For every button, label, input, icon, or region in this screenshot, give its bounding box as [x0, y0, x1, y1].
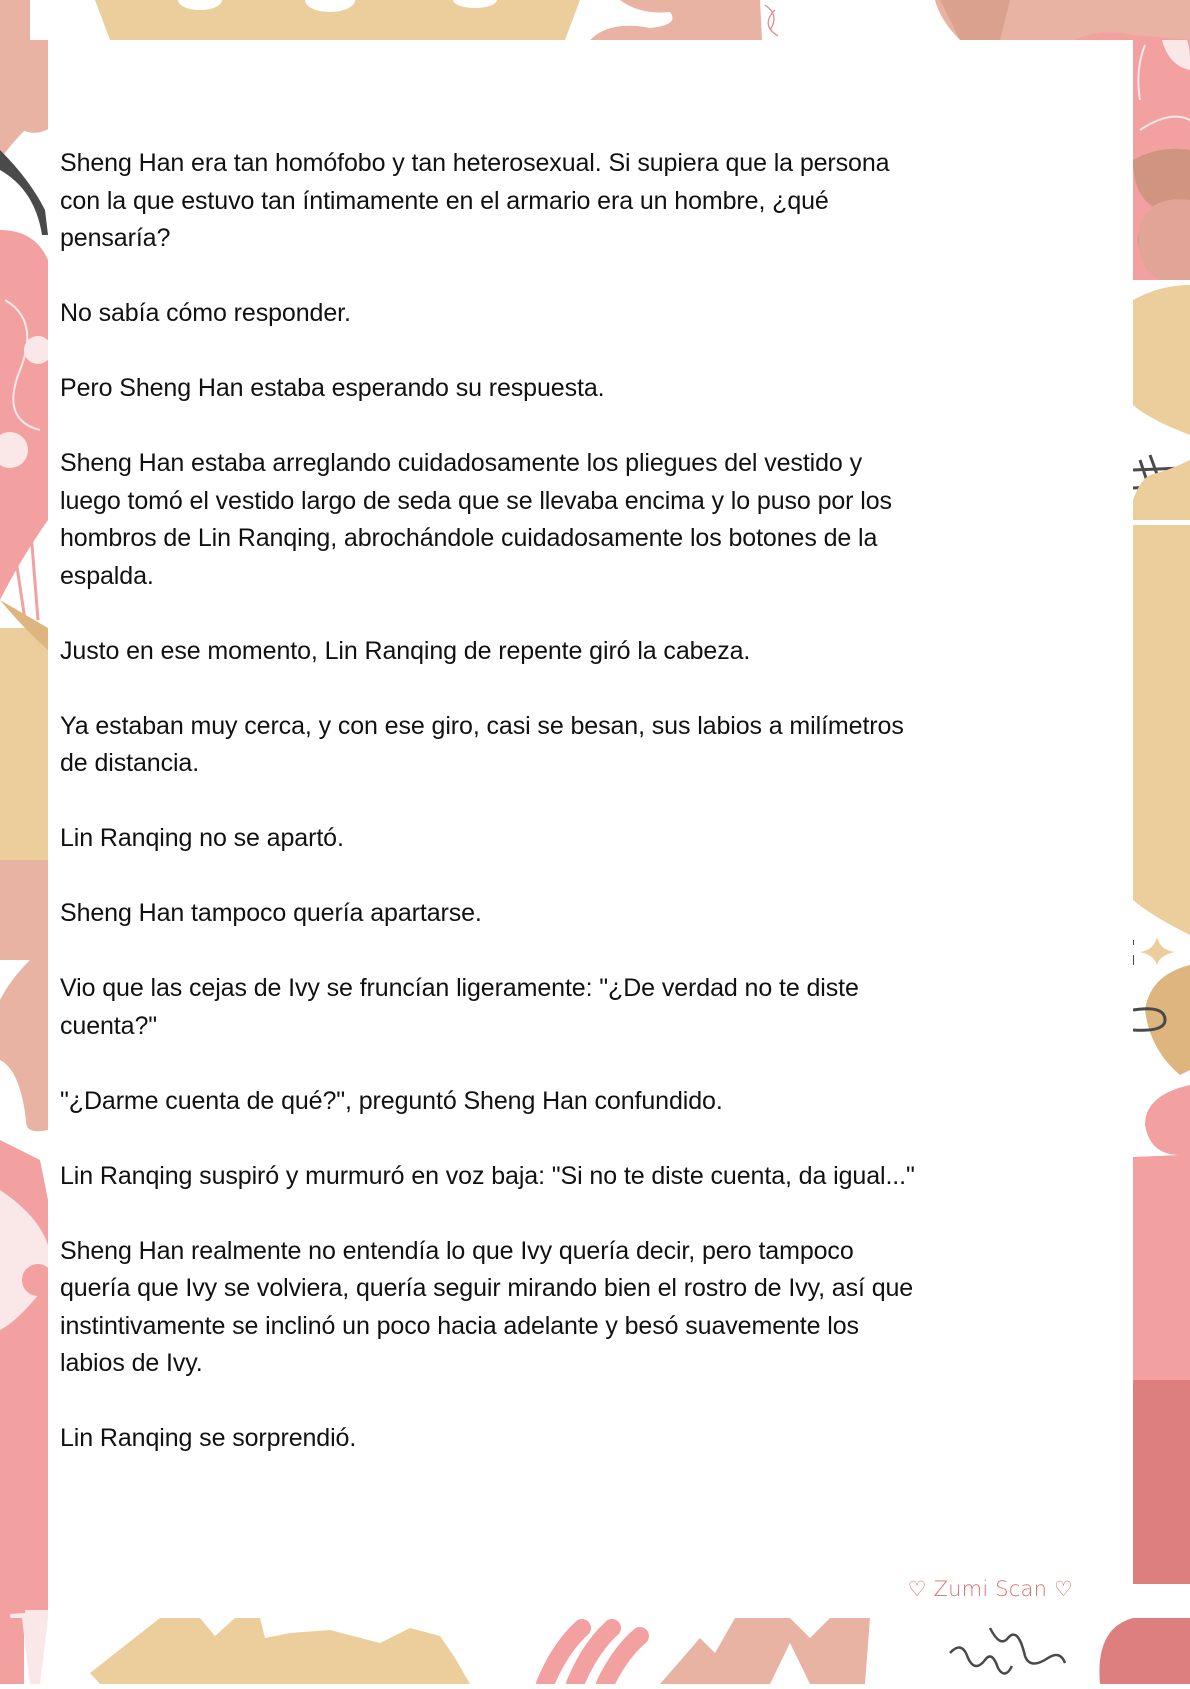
text-line: Pero Sheng Han estaba esperando su respuesta.: [60, 374, 605, 402]
text-line: con la que estuvo tan íntimamente en el armario era un hombre, ¿qué: [60, 186, 829, 215]
pink-sketch-top: [765, 5, 778, 36]
text-line: Lin Ranqing suspiró y murmuró en voz baja: "Si no te diste cuenta, da igual...": [60, 1161, 915, 1190]
sand-drop-right: [1145, 965, 1190, 1075]
text-line: Lin Ranqing no se apartó.: [60, 824, 344, 852]
paragraph: [60, 295, 1060, 333]
text-line: instintivamente se inclinó un poco hacia adelante y besó suavemente los: [60, 1311, 859, 1340]
paragraph: [60, 970, 1060, 1045]
ink-squiggle: [950, 1628, 1065, 1674]
text-line: espalda.: [60, 561, 154, 590]
text-line: cuenta?": [60, 1011, 158, 1040]
text-line: Vio que las cejas de Ivy se fruncían ligeramente: "¿De verdad no te diste: [60, 974, 859, 1002]
pink-scribble: [545, 1628, 640, 1684]
paragraph: [60, 145, 1060, 258]
sand-blob-right: [1133, 285, 1190, 435]
bottom-band-accurate: [0, 1618, 1190, 1684]
text-line: hombros de Lin Ranqing, abrochándole cuidadosamente los botones de la: [60, 524, 878, 552]
paragraph: [60, 1233, 1060, 1383]
text-line: Sheng Han tampoco quería apartarse.: [60, 899, 482, 927]
paragraph: [60, 895, 1060, 933]
text-line: No sabía cómo responder.: [60, 299, 351, 327]
sand-blob: [90, 1618, 470, 1684]
paragraph: [60, 1420, 1060, 1458]
paragraph: [60, 1158, 1060, 1196]
text-line: Lin Ranqing se sorprendió.: [60, 1424, 357, 1452]
paragraph: [60, 708, 1060, 783]
text-line: Sheng Han estaba arreglando cuidadosamente los pliegues del vestido y: [60, 449, 862, 477]
text-line: pensaría?: [60, 224, 171, 252]
watermark: ♡ Zumi Scan ♡: [907, 1577, 1073, 1601]
text-line: quería que Ivy se volviera, quería seguir mirando bien el rostro de Ivy, así que: [60, 1274, 914, 1302]
text-line: de distancia.: [60, 749, 200, 777]
paragraph: [60, 445, 1060, 595]
paragraph: [60, 1083, 1060, 1121]
paragraph: [60, 370, 1060, 408]
text-line: Ya estaban muy cerca, y con ese giro, casi se besan, sus labios a milímetros: [60, 711, 904, 740]
text-line: Sheng Han era tan homófobo y tan heterosexual. Si supiera que la persona: [60, 149, 890, 177]
paragraph: [60, 820, 1060, 858]
peach-shape-top-mid: [590, 0, 762, 40]
text-line: Sheng Han realmente no entendía lo que Ivy quería decir, pero tampoco: [60, 1236, 854, 1265]
sparkle-icon-right: [1140, 937, 1175, 965]
text-line: Justo en ese momento, Lin Ranqing de repente giró la cabeza.: [60, 636, 751, 665]
chapter-text: [60, 145, 1060, 1495]
top-band: [0, 0, 1190, 40]
paragraph: [60, 633, 1060, 671]
text-line: "¿Darme cuenta de qué?", preguntó Sheng Han confundido.: [60, 1086, 723, 1115]
rose-blob: [1099, 1618, 1190, 1684]
text-line: labios de Ivy.: [60, 1349, 203, 1377]
sand-block-left: [0, 628, 48, 900]
peach-peaks: [660, 1618, 870, 1684]
peach-shape-top-left: [0, 0, 30, 40]
text-line: luego tomó el vestido largo de seda que se llevaba encima y lo puso por los: [60, 486, 892, 515]
